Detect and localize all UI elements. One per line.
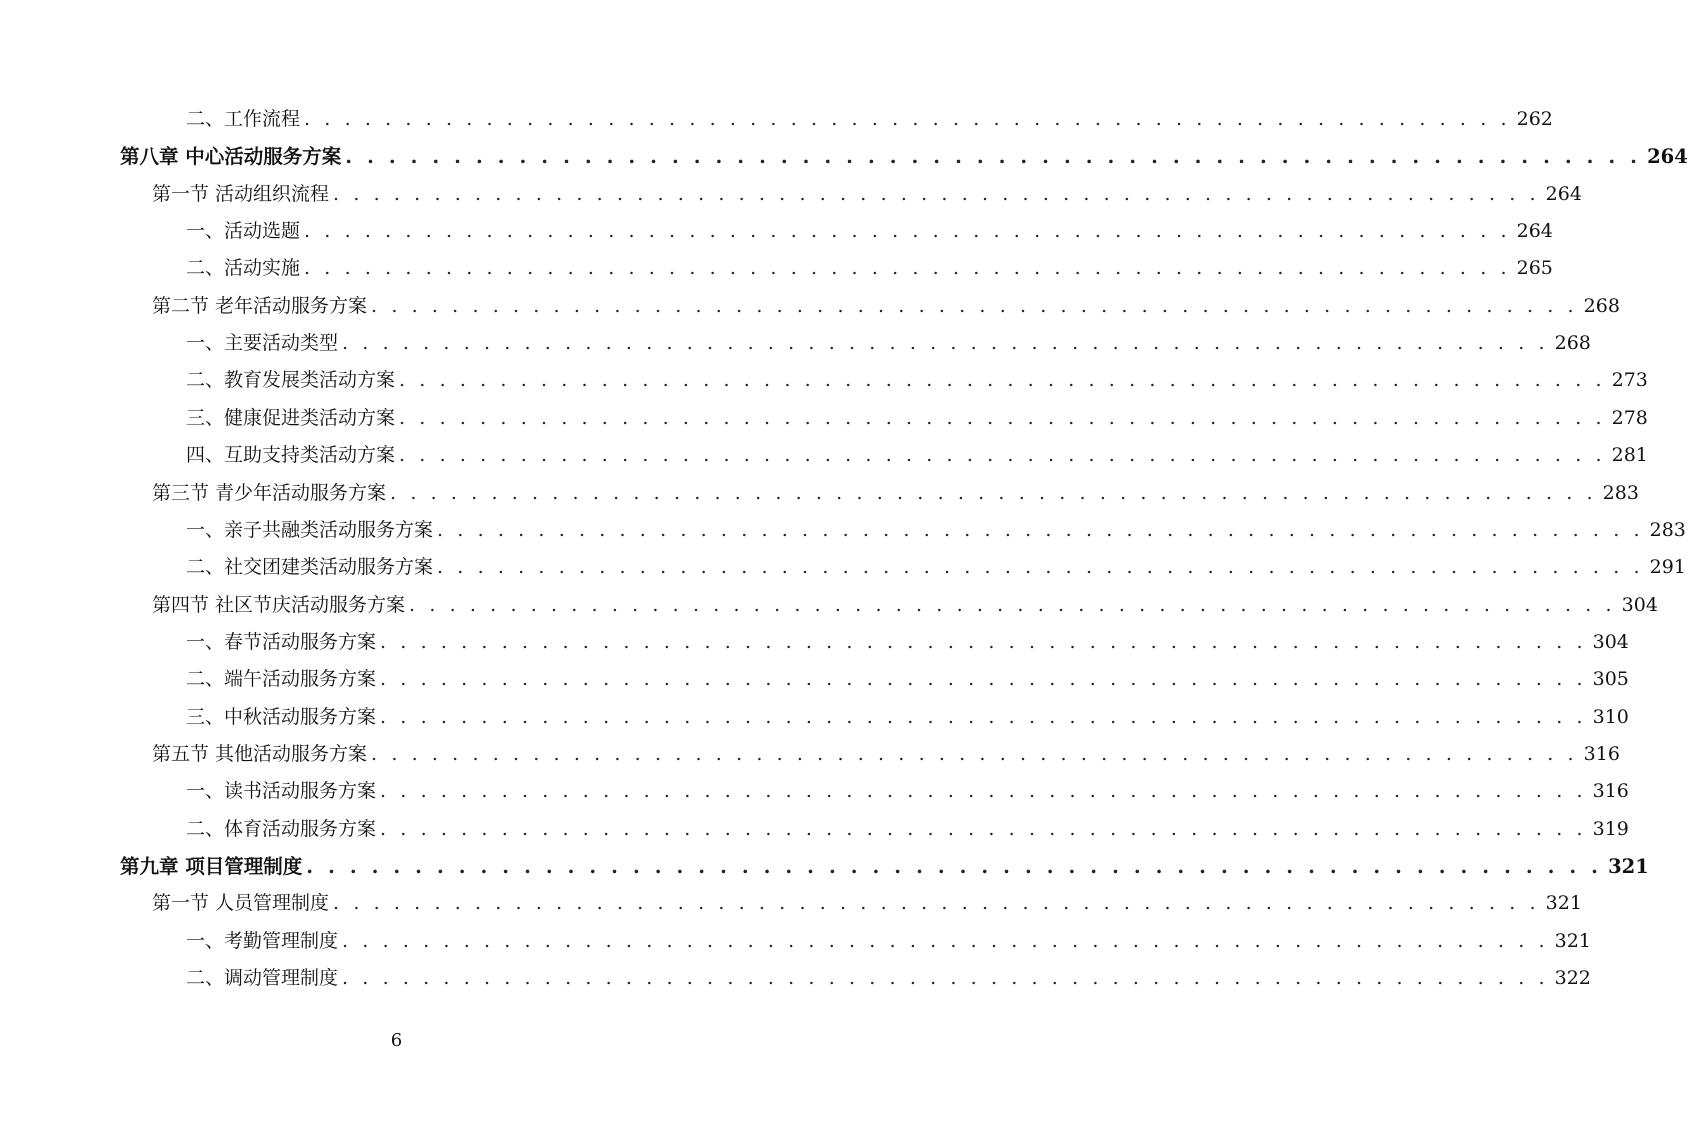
toc-entry-page-number: 265 xyxy=(1516,257,1553,280)
toc-entry-title: 第三节 青少年活动服务方案 xyxy=(152,481,387,504)
toc-entry-page-number: 310 xyxy=(1592,705,1629,728)
toc-entry-page-number: 283 xyxy=(1602,481,1639,504)
toc-leader-dots: . . . . . . . . . . . . . . . . . . . . . . . . . . . . . . . . . . . . . . . . . . . . . . . . . . . . . . . . . . . . xyxy=(304,220,1511,243)
toc-entry-page-number: 264 xyxy=(1545,182,1582,205)
toc-entry-page-number: 321 xyxy=(1608,855,1649,878)
toc-leader-dots: . . . . . . . . . . . . . . . . . . . . . . . . . . . . . . . . . . . . . . . . . . . . . . . . . . . . . . . . . . . . xyxy=(371,294,1578,317)
toc-chapter-entry[interactable] xyxy=(120,138,1688,175)
toc-leader-dots: . . . . . . . . . . . . . . . . . . . . . . . . . . . . . . . . . . . . . . . . . . . . . . . . . . . . . . . . . . . . xyxy=(437,556,1644,579)
toc-entry-page-number: 316 xyxy=(1583,742,1620,765)
toc-entry-title: 第一节 人员管理制度 xyxy=(152,892,330,915)
toc-entry-page-number: 283 xyxy=(1649,518,1686,541)
toc-entry-title: 二、体育活动服务方案 xyxy=(186,817,377,840)
toc-entry-title: 二、端午活动服务方案 xyxy=(186,668,377,691)
toc-item-entry[interactable] xyxy=(186,101,1553,138)
toc-entry-page-number: 322 xyxy=(1554,967,1591,990)
toc-leader-dots: . . . . . . . . . . . . . . . . . . . . . . . . . . . . . . . . . . . . . . . . . . . . . . . . . . . . . . . . . . . . xyxy=(399,444,1606,467)
toc-entry-page-number: 304 xyxy=(1592,630,1629,653)
toc-entry-title: 一、活动选题 xyxy=(186,220,301,243)
toc-entry-title: 一、主要活动类型 xyxy=(186,332,339,355)
toc-entry-title: 第五节 其他活动服务方案 xyxy=(152,742,368,765)
toc-leader-dots: . . . . . . . . . . . . . . . . . . . . . . . . . . . . . . . . . . . . . . . . . . . . . . . . . . . . . . . . . . . . xyxy=(380,705,1587,728)
toc-section-entry[interactable] xyxy=(152,288,1620,325)
toc-entry-title: 三、中秋活动服务方案 xyxy=(186,705,377,728)
toc-entry-page-number: 281 xyxy=(1611,444,1648,467)
toc-entry-title: 二、工作流程 xyxy=(186,108,301,130)
toc-leader-dots: . . . . . . . . . . . . . . . . . . . . . . . . . . . . . . . . . . . . . . . . . . . . . . . . . . . . . . . . . . . . xyxy=(342,929,1549,952)
toc-item-entry[interactable] xyxy=(186,549,1686,586)
toc-leader-dots: . . . . . . . . . . . . . . . . . . . . . . . . . . . . . . . . . . . . . . . . . . . . . . . . . . . . . . . . . . . . xyxy=(399,369,1606,392)
toc-entry-title: 二、教育发展类活动方案 xyxy=(186,369,396,392)
toc-item-entry[interactable] xyxy=(186,400,1648,437)
toc-entry-title: 第九章 项目管理制度 xyxy=(120,855,303,878)
toc-entry-title: 四、互助支持类活动方案 xyxy=(186,444,396,467)
toc-entry-page-number: 273 xyxy=(1611,369,1648,392)
toc-entry-title: 二、社交团建类活动服务方案 xyxy=(186,556,434,579)
toc-entry-page-number: 264 xyxy=(1516,220,1553,243)
toc-entry-page-number: 305 xyxy=(1592,668,1629,691)
toc-section-entry[interactable] xyxy=(152,885,1582,922)
toc-leader-dots: . . . . . . . . . . . . . . . . . . . . . . . . . . . . . . . . . . . . . . . . . . . . . . . . . . . . . . . . . . . . xyxy=(345,145,1642,169)
toc-section-entry[interactable] xyxy=(152,475,1639,512)
toc-item-entry[interactable] xyxy=(186,923,1591,960)
toc-item-entry[interactable] xyxy=(186,325,1591,362)
toc-leader-dots: . . . . . . . . . . . . . . . . . . . . . . . . . . . . . . . . . . . . . . . . . . . . . . . . . . . . . . . . . . . . xyxy=(380,817,1587,840)
page-number: 6 xyxy=(390,1030,403,1051)
toc-entry-title: 三、健康促进类活动方案 xyxy=(186,406,396,429)
toc-leader-dots: . . . . . . . . . . . . . . . . . . . . . . . . . . . . . . . . . . . . . . . . . . . . . . . . . . . . . . . . . . . . xyxy=(437,518,1644,541)
toc-entry-page-number: 264 xyxy=(1647,145,1688,169)
toc-entry-page-number: 321 xyxy=(1545,892,1582,915)
toc-entry-page-number: 316 xyxy=(1592,780,1629,803)
toc-item-entry[interactable] xyxy=(186,362,1648,399)
toc-entry-title: 二、活动实施 xyxy=(186,257,301,280)
toc-entry-title: 第一节 活动组织流程 xyxy=(152,182,330,205)
toc-leader-dots: . . . . . . . . . . . . . . . . . . . . . . . . . . . . . . . . . . . . . . . . . . . . . . . . . . . . . . . . . . . . xyxy=(399,406,1606,429)
toc-leader-dots: . . . . . . . . . . . . . . . . . . . . . . . . . . . . . . . . . . . . . . . . . . . . . . . . . . . . . . . . . . . . xyxy=(380,668,1587,691)
toc-entry-title: 一、春节活动服务方案 xyxy=(186,630,377,653)
toc-entry-title: 一、考勤管理制度 xyxy=(186,929,339,952)
toc-chapter-entry[interactable] xyxy=(120,848,1649,885)
toc-leader-dots: . . . . . . . . . . . . . . . . . . . . . . . . . . . . . . . . . . . . . . . . . . . . . . . . . . . . . . . . . . . . xyxy=(304,257,1511,280)
toc-entry-title: 二、调动管理制度 xyxy=(186,967,339,990)
toc-item-entry[interactable] xyxy=(186,512,1686,549)
toc-leader-dots: . . . . . . . . . . . . . . . . . . . . . . . . . . . . . . . . . . . . . . . . . . . . . . . . . . . . . . . . . . . . xyxy=(409,593,1616,616)
toc-section-entry[interactable] xyxy=(152,736,1620,773)
toc-leader-dots: . . . . . . . . . . . . . . . . . . . . . . . . . . . . . . . . . . . . . . . . . . . . . . . . . . . . . . . . . . . . xyxy=(380,780,1587,803)
toc-entry-title: 第二节 老年活动服务方案 xyxy=(152,294,368,317)
toc-entry-title: 一、亲子共融类活动服务方案 xyxy=(186,518,434,541)
toc-item-entry[interactable] xyxy=(186,250,1553,287)
toc-leader-dots: . . . . . . . . . . . . . . . . . . . . . . . . . . . . . . . . . . . . . . . . . . . . . . . . . . . . . . . . . . . . xyxy=(390,481,1597,504)
toc-section-entry[interactable] xyxy=(152,176,1582,213)
toc-entry-title: 第四节 社区节庆活动服务方案 xyxy=(152,593,406,616)
toc-item-entry[interactable] xyxy=(186,699,1629,736)
toc-item-entry[interactable] xyxy=(186,437,1648,474)
toc-entry-page-number: 278 xyxy=(1611,406,1648,429)
toc-item-entry[interactable] xyxy=(186,773,1629,810)
toc-leader-dots: . . . . . . . . . . . . . . . . . . . . . . . . . . . . . . . . . . . . . . . . . . . . . . . . . . . . . . . . . . . . xyxy=(371,742,1578,765)
toc-leader-dots: . . . . . . . . . . . . . . . . . . . . . . . . . . . . . . . . . . . . . . . . . . . . . . . . . . . . . . . . . . . . xyxy=(333,892,1540,915)
toc-entry-page-number: 321 xyxy=(1554,929,1591,952)
toc-entry-page-number: 262 xyxy=(1516,108,1553,130)
toc-entry-page-number: 319 xyxy=(1592,817,1629,840)
toc-item-entry[interactable] xyxy=(186,661,1629,698)
toc-entry-page-number: 268 xyxy=(1583,294,1620,317)
toc-item-entry[interactable] xyxy=(186,213,1553,250)
toc-entry-page-number: 268 xyxy=(1554,332,1591,355)
toc-leader-dots: . . . . . . . . . . . . . . . . . . . . . . . . . . . . . . . . . . . . . . . . . . . . . . . . . . . . . . . . . . . . xyxy=(342,967,1549,990)
toc-entry-title: 一、读书活动服务方案 xyxy=(186,780,377,803)
toc-leader-dots: . . . . . . . . . . . . . . . . . . . . . . . . . . . . . . . . . . . . . . . . . . . . . . . . . . . . . . . . . . . . xyxy=(304,108,1511,130)
toc-entry-title: 第八章 中心活动服务方案 xyxy=(120,145,342,169)
toc-entry-page-number: 291 xyxy=(1649,556,1686,579)
toc-entry-page-number: 304 xyxy=(1621,593,1658,616)
toc-item-entry[interactable] xyxy=(186,811,1629,848)
toc-section-entry[interactable] xyxy=(152,587,1658,624)
toc-leader-dots: . . . . . . . . . . . . . . . . . . . . . . . . . . . . . . . . . . . . . . . . . . . . . . . . . . . . . . . . . . . . xyxy=(380,630,1587,653)
toc-leader-dots: . . . . . . . . . . . . . . . . . . . . . . . . . . . . . . . . . . . . . . . . . . . . . . . . . . . . . . . . . . . . xyxy=(333,182,1540,205)
toc-leader-dots: . . . . . . . . . . . . . . . . . . . . . . . . . . . . . . . . . . . . . . . . . . . . . . . . . . . . . . . . . . . . xyxy=(342,332,1549,355)
toc-leader-dots: . . . . . . . . . . . . . . . . . . . . . . . . . . . . . . . . . . . . . . . . . . . . . . . . . . . . . . . . . . . . xyxy=(306,855,1603,878)
toc-item-entry[interactable] xyxy=(186,624,1629,661)
toc-item-entry[interactable] xyxy=(186,960,1591,997)
